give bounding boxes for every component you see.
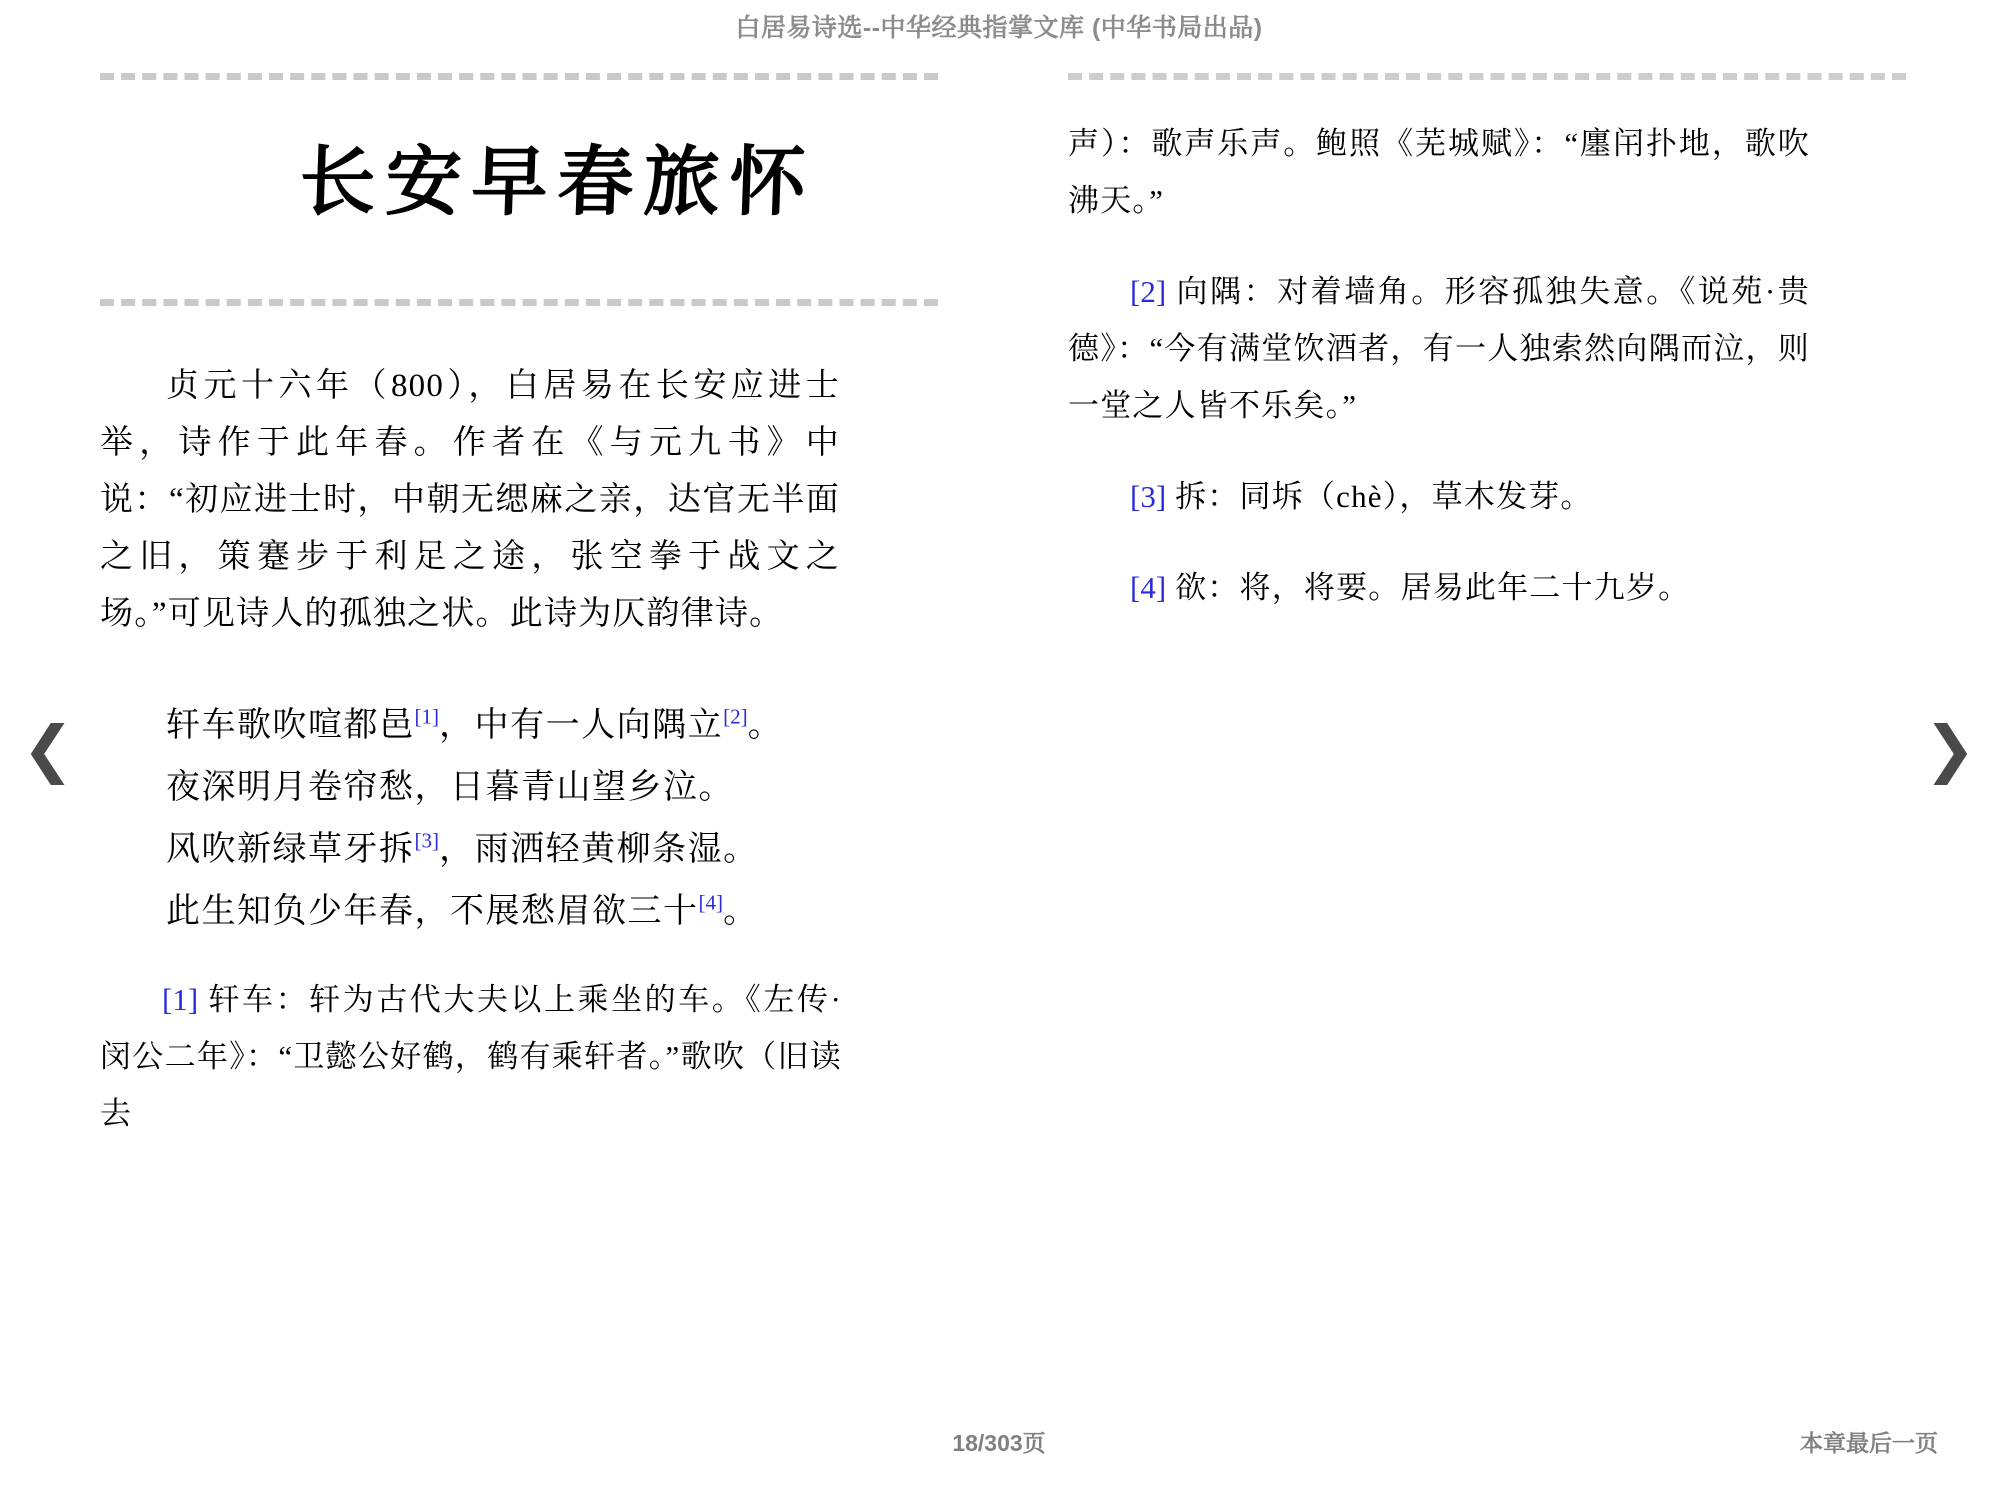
poem-line-text: 风吹新绿草牙拆 <box>166 831 415 869</box>
page-number-indicator: 18/303页 <box>952 1430 1046 1456</box>
poem-body <box>100 695 840 943</box>
poem-line-text-cont: 。 <box>723 893 759 931</box>
chapter-status-label: 本章最后一页 <box>1800 1430 1938 1456</box>
poem-line-text: 轩车歌吹喧都邑 <box>166 707 415 745</box>
left-text-column <box>100 56 955 1142</box>
footnote-marker-1[interactable]: [1] <box>162 982 199 1018</box>
footnote-marker-2[interactable]: [2] <box>1130 274 1167 309</box>
poem-line <box>100 881 840 943</box>
footnote-text-1: 轩车：轩为古代大夫以上乘坐的车。《左传·闵公二年》：“卫懿公好鹤，鹤有乘轩者。”歌吹（旧读去 <box>100 982 842 1132</box>
page-body <box>0 56 1998 1416</box>
footnote-ref-3[interactable]: [3] <box>414 828 440 853</box>
poem-line-text-cont: ，中有一人向隅立 <box>439 707 724 745</box>
poem-title: 长安早春旅怀 <box>298 141 817 225</box>
title-underline-rule <box>100 299 938 306</box>
book-title-header: 白居易诗选--中华经典指掌文库 (中华书局出品) <box>735 14 1263 42</box>
right-text-column <box>1068 56 1923 616</box>
poem-line-tail: 。 <box>747 707 784 745</box>
footnote-entry-3 <box>1068 468 1810 525</box>
poem-line <box>100 819 840 881</box>
next-page-arrow-icon[interactable]: ❯ <box>1924 712 1976 785</box>
prev-page-arrow-icon[interactable]: ❮ <box>22 712 74 785</box>
footnote-marker-3[interactable]: [3] <box>1130 479 1167 514</box>
footnote-ref-2[interactable]: [2] <box>723 704 748 729</box>
poem-line-text: 夜深明月卷帘愁，日暮青山望乡泣。 <box>166 769 734 807</box>
footnote-text-2: 向隅：对着墙角。形容孤独失意。《说苑·贵德》：“今有满堂饮酒者，有一人独索然向隅而泣，则一堂之人皆不乐矣。” <box>1068 274 1810 423</box>
poem-line-text: 此生知负少年春，不展愁眉欲三十 <box>166 893 699 931</box>
footnote-marker-4[interactable]: [4] <box>1130 570 1167 605</box>
footnote-text-4: 欲：将，将要。居易此年二十九岁。 <box>1166 570 1691 605</box>
footnote-entry-1 <box>100 971 842 1142</box>
poem-introduction-paragraph: 贞元十六年（800），白居易在长安应进士举，诗作于此年春。作者在《与元九书》中说：“初应进士时，中朝无缌麻之亲，达官无半面之旧，策蹇步于利足之途，张空拳于战文之场。”可见诗人的孤独之状。此诗为仄韵律诗。 <box>100 368 840 633</box>
poem-line-text-cont: ，雨洒轻黄柳条湿。 <box>439 831 759 869</box>
top-divider-rule-right <box>1068 73 1906 80</box>
footnote-ref-1[interactable]: [1] <box>414 704 440 729</box>
poem-line <box>100 695 840 757</box>
footnote-ref-4[interactable]: [4] <box>698 890 724 915</box>
footnote-text-3: 拆：同坼（chè），草木发芽。 <box>1166 479 1593 514</box>
top-divider-rule <box>100 73 938 80</box>
footnote-entry-2 <box>1068 263 1810 434</box>
poem-line <box>100 757 840 819</box>
footnote-entry-4 <box>1068 559 1810 616</box>
footnote-1-continuation: 声）：歌声乐声。鲍照《芜城赋》：“廛闬扑地，歌吹沸天。” <box>1068 126 1810 218</box>
